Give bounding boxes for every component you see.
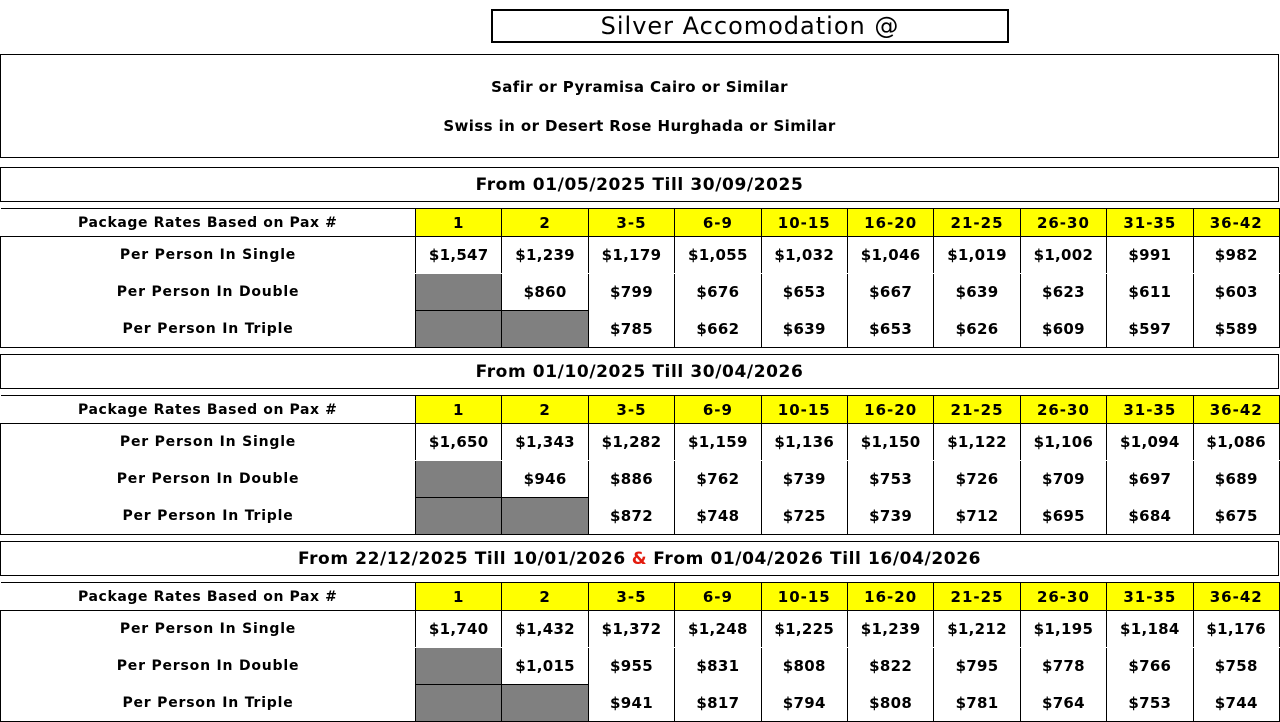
header-label: Package Rates Based on Pax # [1, 583, 416, 611]
ampersand-separator: & [631, 548, 648, 569]
price-cell: $1,650 [416, 424, 502, 461]
row-label: Per Person In Double [1, 274, 416, 311]
pax-column-header: 10-15 [761, 209, 847, 237]
price-cell: $667 [847, 274, 933, 311]
price-cell: $725 [761, 498, 847, 535]
period-range: From 01/05/2025 Till 30/09/2025 [475, 174, 804, 195]
price-cell: $808 [761, 648, 847, 685]
price-cell: $1,184 [1107, 611, 1193, 648]
price-cell: $817 [675, 685, 761, 722]
price-cell: $872 [588, 498, 674, 535]
period-title [0, 354, 1279, 389]
price-cell: $603 [1193, 274, 1279, 311]
price-cell: $1,055 [675, 237, 761, 274]
unavailable-cell [416, 648, 502, 685]
unavailable-cell [416, 685, 502, 722]
pax-column-header: 26-30 [1020, 583, 1106, 611]
pax-column-header: 31-35 [1107, 396, 1193, 424]
rate-row-double [1, 274, 1280, 311]
price-cell: $753 [847, 461, 933, 498]
hotel-hurghada: Swiss in or Desert Rose Hurghada or Similar [443, 116, 836, 135]
row-label: Per Person In Triple [1, 498, 416, 535]
header-label: Package Rates Based on Pax # [1, 396, 416, 424]
row-label: Per Person In Double [1, 461, 416, 498]
header-row [1, 583, 1280, 611]
pax-column-header: 1 [416, 583, 502, 611]
pax-column-header: 31-35 [1107, 583, 1193, 611]
pax-column-header: 26-30 [1020, 396, 1106, 424]
price-cell: $1,547 [416, 237, 502, 274]
pax-column-header: 21-25 [934, 583, 1020, 611]
pax-column-header: 2 [502, 396, 588, 424]
price-cell: $1,019 [934, 237, 1020, 274]
price-cell: $1,225 [761, 611, 847, 648]
unavailable-cell [416, 311, 502, 348]
pax-column-header: 16-20 [847, 583, 933, 611]
price-cell: $1,106 [1020, 424, 1106, 461]
price-cell: $1,136 [761, 424, 847, 461]
price-cell: $748 [675, 498, 761, 535]
page-title: Silver Accomodation @ [491, 9, 1009, 43]
rate-row-single [1, 611, 1280, 648]
pax-column-header: 10-15 [761, 396, 847, 424]
hotel-cairo: Safir or Pyramisa Cairo or Similar [491, 77, 788, 96]
rates-table [0, 395, 1280, 535]
price-cell: $785 [588, 311, 674, 348]
period-title [0, 541, 1279, 576]
price-cell: $726 [934, 461, 1020, 498]
price-cell: $766 [1107, 648, 1193, 685]
price-cell: $684 [1107, 498, 1193, 535]
unavailable-cell [502, 311, 588, 348]
price-cell: $1,032 [761, 237, 847, 274]
pax-column-header: 31-35 [1107, 209, 1193, 237]
rate-row-single [1, 424, 1280, 461]
pax-column-header: 6-9 [675, 396, 761, 424]
price-cell: $662 [675, 311, 761, 348]
price-cell: $1,159 [675, 424, 761, 461]
price-cell: $639 [761, 311, 847, 348]
pax-column-header: 16-20 [847, 209, 933, 237]
row-label: Per Person In Double [1, 648, 416, 685]
unavailable-cell [502, 498, 588, 535]
pax-column-header: 1 [416, 209, 502, 237]
unavailable-cell [416, 461, 502, 498]
row-label: Per Person In Triple [1, 685, 416, 722]
price-cell: $1,176 [1193, 611, 1279, 648]
pax-column-header: 3-5 [588, 396, 674, 424]
price-cell: $639 [934, 274, 1020, 311]
price-cell: $712 [934, 498, 1020, 535]
pax-column-header: 10-15 [761, 583, 847, 611]
pax-column-header: 21-25 [934, 209, 1020, 237]
rate-row-single [1, 237, 1280, 274]
rate-row-triple [1, 685, 1280, 722]
price-cell: $1,046 [847, 237, 933, 274]
price-cell: $753 [1107, 685, 1193, 722]
price-cell: $886 [588, 461, 674, 498]
row-label: Per Person In Single [1, 237, 416, 274]
price-cell: $611 [1107, 274, 1193, 311]
rate-row-double [1, 461, 1280, 498]
price-cell: $1,150 [847, 424, 933, 461]
price-cell: $1,343 [502, 424, 588, 461]
price-cell: $795 [934, 648, 1020, 685]
period-title [0, 167, 1279, 202]
price-cell: $758 [1193, 648, 1279, 685]
pax-column-header: 2 [502, 583, 588, 611]
price-cell: $794 [761, 685, 847, 722]
pax-column-header: 2 [502, 209, 588, 237]
unavailable-cell [416, 274, 502, 311]
price-cell: $982 [1193, 237, 1279, 274]
pax-column-header: 1 [416, 396, 502, 424]
price-cell: $822 [847, 648, 933, 685]
price-cell: $1,179 [588, 237, 674, 274]
price-cell: $675 [1193, 498, 1279, 535]
price-cell: $1,086 [1193, 424, 1279, 461]
price-cell: $1,239 [502, 237, 588, 274]
price-cell: $1,122 [934, 424, 1020, 461]
pax-column-header: 3-5 [588, 583, 674, 611]
price-cell: $739 [847, 498, 933, 535]
pax-column-header: 26-30 [1020, 209, 1106, 237]
row-label: Per Person In Single [1, 424, 416, 461]
pax-column-header: 6-9 [675, 209, 761, 237]
pax-column-header: 21-25 [934, 396, 1020, 424]
price-cell: $626 [934, 311, 1020, 348]
price-cell: $781 [934, 685, 1020, 722]
header-row [1, 396, 1280, 424]
pax-column-header: 6-9 [675, 583, 761, 611]
price-cell: $1,432 [502, 611, 588, 648]
price-cell: $653 [761, 274, 847, 311]
price-cell: $1,740 [416, 611, 502, 648]
price-cell: $860 [502, 274, 588, 311]
rate-row-triple [1, 498, 1280, 535]
header-label: Package Rates Based on Pax # [1, 209, 416, 237]
rate-row-double [1, 648, 1280, 685]
rates-table [0, 208, 1280, 348]
period-range: From 01/10/2025 Till 30/04/2026 [475, 361, 804, 382]
price-cell: $1,002 [1020, 237, 1106, 274]
price-cell: $1,195 [1020, 611, 1106, 648]
row-label: Per Person In Single [1, 611, 416, 648]
price-cell: $991 [1107, 237, 1193, 274]
period-range: From 22/12/2025 Till 10/01/2026 [297, 548, 626, 569]
price-cell: $609 [1020, 311, 1106, 348]
price-cell: $1,212 [934, 611, 1020, 648]
price-cell: $739 [761, 461, 847, 498]
price-cell: $1,015 [502, 648, 588, 685]
price-cell: $941 [588, 685, 674, 722]
pax-column-header: 36-42 [1193, 209, 1279, 237]
hotel-list [0, 54, 1279, 158]
price-cell: $762 [675, 461, 761, 498]
unavailable-cell [502, 685, 588, 722]
period-range: From 01/04/2026 Till 16/04/2026 [653, 548, 982, 569]
header-row [1, 209, 1280, 237]
rate-row-triple [1, 311, 1280, 348]
pax-column-header: 36-42 [1193, 396, 1279, 424]
price-cell: $1,094 [1107, 424, 1193, 461]
price-cell: $808 [847, 685, 933, 722]
price-cell: $778 [1020, 648, 1106, 685]
price-cell: $1,282 [588, 424, 674, 461]
price-cell: $695 [1020, 498, 1106, 535]
pax-column-header: 16-20 [847, 396, 933, 424]
price-cell: $1,239 [847, 611, 933, 648]
price-cell: $831 [675, 648, 761, 685]
price-cell: $709 [1020, 461, 1106, 498]
price-cell: $764 [1020, 685, 1106, 722]
price-cell: $955 [588, 648, 674, 685]
price-cell: $597 [1107, 311, 1193, 348]
price-cell: $1,248 [675, 611, 761, 648]
price-cell: $946 [502, 461, 588, 498]
price-cell: $799 [588, 274, 674, 311]
price-cell: $697 [1107, 461, 1193, 498]
price-cell: $1,372 [588, 611, 674, 648]
pax-column-header: 3-5 [588, 209, 674, 237]
price-cell: $653 [847, 311, 933, 348]
rates-table [0, 582, 1280, 722]
price-cell: $689 [1193, 461, 1279, 498]
price-cell: $623 [1020, 274, 1106, 311]
unavailable-cell [416, 498, 502, 535]
price-cell: $676 [675, 274, 761, 311]
pax-column-header: 36-42 [1193, 583, 1279, 611]
price-cell: $744 [1193, 685, 1279, 722]
row-label: Per Person In Triple [1, 311, 416, 348]
price-cell: $589 [1193, 311, 1279, 348]
